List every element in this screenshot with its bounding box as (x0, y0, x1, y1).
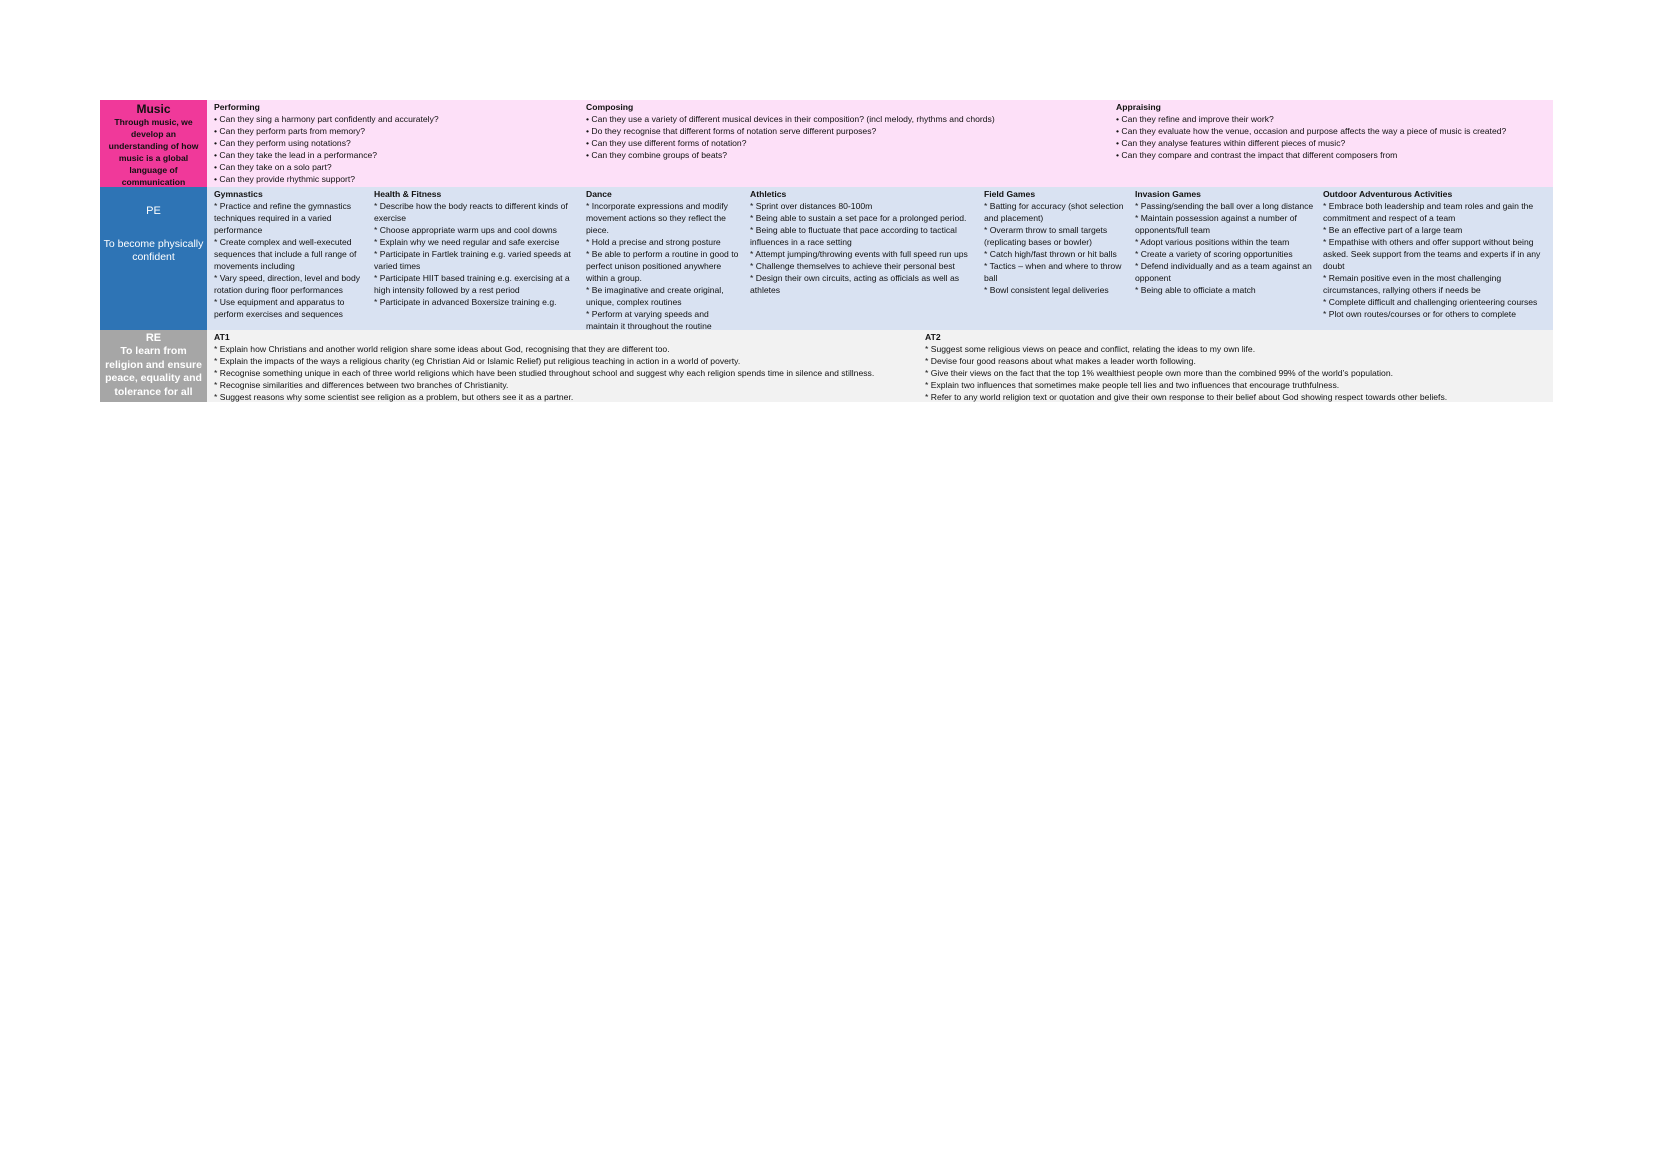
pe-section-dance (579, 187, 743, 330)
list-item: * Create a variety of scoring opportunities (1135, 249, 1293, 259)
music-section-performing (207, 100, 579, 187)
list-item: * Be imaginative and create original, unique, complex routines (586, 285, 726, 307)
list-item: * Tactics – when and where to throw ball (984, 261, 1124, 283)
list-item: * Sprint over distances 80-100m (750, 201, 873, 211)
list-item: * Defend individually and as a team against an opponent (1135, 261, 1315, 283)
section-heading: AT2 (925, 332, 941, 342)
list-item: • Can they use different forms of notation? (586, 138, 747, 148)
list-item: • Can they perform parts from memory? (214, 126, 366, 136)
list-item: * Maintain possession against a number of opponents/full team (1135, 213, 1300, 235)
list-item: * Describe how the body reacts to different kinds of exercise (374, 201, 571, 223)
list-item: * Suggest some religious views on peace and conflict, relating the ideas to my own life. (925, 344, 1256, 354)
pe-section-athletics (743, 187, 977, 330)
list-item: • Can they combine groups of beats? (586, 150, 728, 160)
list-item: * Participate in Fartlek training e.g. varied speeds at varied times (374, 249, 574, 271)
section-heading: Performing (214, 102, 260, 112)
list-item: * Remain positive even in the most challenging circumstances, rallying others if needs be (1323, 273, 1504, 295)
pe-row (100, 187, 1553, 330)
section-heading: Health & Fitness (374, 189, 442, 199)
list-item: * Give their views on the fact that the top 1% wealthiest people own more than the combined 99% of the world’s population. (925, 368, 1394, 378)
list-item: * Explain the impacts of the ways a religious charity (eg Christian Aid or Islamic Relief) put religious teaching in action in a world of poverty. (214, 356, 741, 366)
pe-title: PE (146, 205, 161, 217)
section-heading: Athletics (750, 189, 787, 199)
list-item: • Can they perform using notations? (214, 138, 351, 148)
pe-section-outdoor-adventurous-activities (1316, 187, 1553, 330)
list-item: • Can they provide rhythmic support? (214, 174, 356, 184)
list-item: * Create complex and well-executed sequences that include a full range of movements including (214, 237, 359, 271)
list-item: • Can they use a variety of different musical devices in their composition? (incl melody, rhythms and chords) (586, 114, 995, 124)
list-item: * Use equipment and apparatus to perform exercises and sequences (214, 297, 347, 319)
list-item: * Batting for accuracy (shot selection and placement) (984, 201, 1126, 223)
list-item: * Devise four good reasons about what makes a leader worth following. (925, 356, 1196, 366)
list-item: * Plot own routes/courses or for others to complete (1323, 309, 1516, 319)
pe-section-invasion-games (1128, 187, 1316, 330)
list-item: * Participate HIIT based training e.g. exercising at a high intensity followed by a rest period (374, 273, 573, 295)
music-section-appraising (1109, 100, 1551, 187)
list-item: * Perform at varying speeds and maintain it throughout the routine (586, 309, 712, 330)
section-heading: Gymnastics (214, 189, 263, 199)
list-item: * Be able to perform a routine in good to perfect unison positioned anywhere within a group. (586, 249, 741, 283)
music-label-cell (100, 100, 207, 187)
list-item: * Hold a precise and strong posture (586, 237, 721, 247)
list-item: • Do they recognise that different forms of notation serve different purposes? (586, 126, 877, 136)
list-item: * Recognise something unique in each of three world religions which have been studied throughout school and suggest why each religion spends time in silence and stillness. (214, 368, 875, 378)
pe-columns (207, 187, 1553, 330)
list-item: * Bowl consistent legal deliveries (984, 285, 1109, 295)
list-item: * Being able to sustain a set pace for a prolonged period. (750, 213, 967, 223)
list-item: * Vary speed, direction, level and body rotation during floor performances (214, 273, 363, 295)
list-item: * Design their own circuits, acting as officials as well as athletes (750, 273, 962, 295)
music-title: Music (136, 102, 171, 116)
list-item: * Suggest reasons why some scientist see religion as a problem, but others see it as a partner. (214, 392, 574, 402)
list-item: * Refer to any world religion text or quotation and give their own response to their belief about God showing respect towards other beliefs. (925, 392, 1448, 402)
list-item: * Challenge themselves to achieve their personal best (750, 261, 955, 271)
list-item: * Recognise similarities and differences between two branches of Christianity. (214, 380, 509, 390)
re-section-at1 (207, 330, 918, 402)
list-item: * Overarm throw to small targets (replicating bases or bowler) (984, 225, 1110, 247)
pe-section-gymnastics (207, 187, 367, 330)
re-section-at2 (918, 330, 1553, 402)
list-item: * Explain how Christians and another world religion share some ideas about God, recognising that they are different too. (214, 344, 670, 354)
list-item: • Can they evaluate how the venue, occasion and purpose affects the way a piece of music is created? (1116, 126, 1507, 136)
list-item: * Explain two influences that sometimes make people tell lies and two influences that encourage truthfulness. (925, 380, 1340, 390)
list-item: * Being able to fluctuate that pace according to tactical influences in a race setting (750, 225, 960, 247)
re-title: RE (145, 332, 162, 344)
section-heading: Dance (586, 189, 612, 199)
list-item: * Catch high/fast thrown or hit balls (984, 249, 1117, 259)
list-item: • Can they take the lead in a performance? (214, 150, 378, 160)
list-item: • Can they take on a solo part? (214, 162, 332, 172)
list-item: • Can they compare and contrast the impact that different composers from (1116, 150, 1398, 160)
pe-subtitle: To become physically confident (103, 238, 204, 263)
music-section-composing (579, 100, 1109, 187)
list-item: * Embrace both leadership and team roles and gain the commitment and respect of a team (1323, 201, 1536, 223)
pe-label-cell (100, 187, 207, 330)
list-item: * Being able to officiate a match (1135, 285, 1256, 295)
re-subtitle: To learn from religion and ensure peace, equality and tolerance for all (105, 345, 202, 398)
list-item: • Can they refine and improve their work? (1116, 114, 1274, 124)
list-item: * Explain why we need regular and safe exercise (374, 237, 560, 247)
list-item: * Complete difficult and challenging orienteering courses (1323, 297, 1538, 307)
list-item: * Choose appropriate warm ups and cool downs (374, 225, 557, 235)
section-heading: AT1 (214, 332, 230, 342)
list-item: * Be an effective part of a large team (1323, 225, 1463, 235)
section-heading: Appraising (1116, 102, 1161, 112)
pe-section-health-fitness (367, 187, 579, 330)
list-item: • Can they sing a harmony part confidently and accurately? (214, 114, 439, 124)
list-item: * Participate in advanced Boxersize training e.g. (374, 297, 557, 307)
list-item: * Empathise with others and offer support without being asked. Seek support from the teams and experts if in any doubt (1323, 237, 1543, 271)
section-heading: Composing (586, 102, 634, 112)
list-item: * Incorporate expressions and modify movement actions so they reflect the piece. (586, 201, 731, 235)
section-heading: Invasion Games (1135, 189, 1201, 199)
pe-section-field-games (977, 187, 1128, 330)
music-columns (207, 100, 1553, 187)
re-label-cell (100, 330, 207, 402)
list-item: * Practice and refine the gymnastics techniques required in a varied performance (214, 201, 354, 235)
music-row (100, 100, 1553, 187)
list-item: * Adopt various positions within the team (1135, 237, 1290, 247)
re-row (100, 330, 1553, 402)
music-subtitle: Through music, we develop an understanding of how music is a global language of communication (108, 117, 199, 187)
section-heading: Outdoor Adventurous Activities (1323, 189, 1453, 199)
list-item: * Attempt jumping/throwing events with full speed run ups (750, 249, 968, 259)
list-item: • Can they analyse features within different pieces of music? (1116, 138, 1346, 148)
section-heading: Field Games (984, 189, 1036, 199)
list-item: * Passing/sending the ball over a long distance (1135, 201, 1314, 211)
re-columns (207, 330, 1553, 402)
